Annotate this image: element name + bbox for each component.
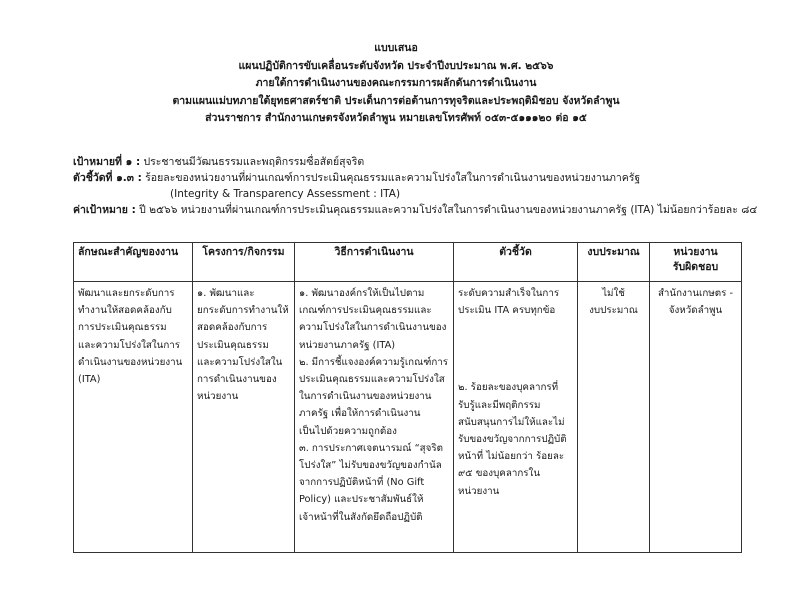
cell-responsible <box>650 282 742 553</box>
cell-text: ๑. พัฒนาและ <box>197 288 255 299</box>
committee-subtitle: ภายใต้การดำเนินงานของคณะกรรมการผลักดันการดำเนินงาน <box>255 77 537 89</box>
header-responsible-line2: รับผิดชอบ <box>672 261 719 273</box>
cell-text: ๒. ร้อยละของบุคลากรที่ <box>458 382 559 394</box>
cell-text: ไม่ใช้ <box>602 288 625 299</box>
form-title: แบบเสนอ <box>374 42 418 54</box>
header-indicator: ตัวชี้วัด <box>454 243 578 282</box>
plan-title: แผนปฏิบัติการขับเคลื่อนระดับจังหวัด ประจำปีงบประมาณ พ.ศ. ๒๕๖๖ <box>238 59 554 72</box>
cell-text: ดำเนินงานของหน่วยงาน <box>78 356 183 368</box>
indicator-label: ตัวชี้วัดที่ ๑.๓ : <box>73 172 142 184</box>
cell-text: และความโปร่งใสใน <box>197 356 283 368</box>
indicator-line <box>73 170 773 186</box>
header-key-feature: ลักษณะสำคัญของงาน <box>74 243 193 282</box>
table-header-row <box>74 243 742 282</box>
cell-text: ๑. พัฒนาองค์กรให้เป็นไปตาม <box>299 288 425 299</box>
cell-indicator <box>454 282 578 553</box>
cell-text: ภาครัฐ เพื่อให้การดำเนินงาน <box>299 408 421 420</box>
agency-contact-line: ส่วนราชการ สำนักงานเกษตรจังหวัดลำพูน หมายเลขโทรศัพท์ ๐๕๓-๕๑๑๑๒๐ ต่อ ๑๕ <box>205 112 587 124</box>
cell-text: เจ้าหน้าที่ในสังกัดยึดถือปฏิบัติ <box>299 511 423 523</box>
cell-method <box>295 282 454 553</box>
cell-text: และความโปร่งใสในการ <box>78 339 181 351</box>
cell-text: (ITA) <box>78 374 101 386</box>
cell-text: การดำเนินงานของ <box>197 374 277 386</box>
cell-text: จังหวัดลำพูน <box>668 305 723 317</box>
cell-text: เกณฑ์การประเมินคุณธรรมและ <box>299 305 432 317</box>
cell-text: ๒. มีการชี้แจงองค์ความรู้เกณฑ์การ <box>299 356 449 368</box>
cell-key-feature <box>74 282 193 553</box>
header-responsible <box>650 243 742 282</box>
goals-section <box>73 154 773 218</box>
cell-text: ประเมินคุณธรรม <box>197 339 269 351</box>
cell-text: ความโปร่งใสในการดำเนินงานของ <box>299 322 447 334</box>
action-plan-table <box>73 242 742 553</box>
cell-text: หน่วยงาน <box>197 391 239 403</box>
cell-text: รับของขวัญจากการปฏิบัติ <box>458 434 567 446</box>
cell-text: พัฒนาและยกระดับการ <box>78 288 175 299</box>
master-plan-subtitle: ตามแผนแม่บทภายใต้ยุทธศาสตร์ชาติ ประเด็นการต่อต้านการทุจริตและประพฤติมิชอบ จังหวัดลำพูน <box>172 94 620 107</box>
header-budget: งบประมาณ <box>578 243 650 282</box>
table-row <box>74 282 742 553</box>
target-label: ค่าเป้าหมาย : <box>73 204 136 216</box>
cell-text: ในการดำเนินงานของหน่วยงาน <box>299 391 432 403</box>
document-header <box>0 40 792 128</box>
cell-text: หน่วยงาน <box>458 485 500 497</box>
cell-text: ๓. การประกาศเจตนารมณ์ “สุจริต <box>299 442 444 454</box>
cell-text: สอดคล้องกับการ <box>197 322 268 334</box>
cell-text: สำนักงานเกษตร - <box>657 288 734 299</box>
cell-text: เป็นไปด้วยความถูกต้อง <box>299 425 397 437</box>
indicator-text: ร้อยละของหน่วยงานที่ผ่านเกณฑ์การประเมินคุณธรรมและความโปร่งใสในการดำเนินงานของหน่วยงานภาครัฐ <box>141 172 641 184</box>
cell-text: ๙๕ ของบุคลากรใน <box>458 468 541 480</box>
target-text: ปี ๒๕๖๖ หน่วยงานที่ผ่านเกณฑ์การประเมินคุณธรรมและความโปร่งใสในการดำเนินงานของหน่วยงานภาครัฐ (ITA) ไม่น้อยกว่าร้อยละ ๘๔ <box>135 204 758 216</box>
cell-budget <box>578 282 650 553</box>
cell-text: ประเมินคุณธรรมและความโปร่งใส <box>299 374 445 386</box>
cell-text: ระดับความสำเร็จในการ <box>458 288 560 299</box>
cell-text: รับรู้และมีพฤติกรรม <box>458 399 541 411</box>
cell-text: หน้าที่ ไม่น้อยกว่า ร้อยละ <box>458 451 565 463</box>
cell-text: Policy) และประชาสัมพันธ์ให้ <box>299 494 424 506</box>
header-project: โครงการ/กิจกรรม <box>193 243 295 282</box>
cell-text: หน่วยงานภาครัฐ (ITA) <box>299 339 396 351</box>
cell-text: จากการปฏิบัติหน้าที่ (No Gift <box>299 477 425 489</box>
cell-text: ประเมิน ITA ครบทุกข้อ <box>458 305 556 317</box>
header-responsible-line1: หน่วยงาน <box>673 246 718 258</box>
cell-text: สนับสนุนการไม่ให้และไม่ <box>458 416 565 428</box>
cell-text: งบประมาณ <box>589 305 638 317</box>
target-line <box>73 202 773 218</box>
cell-spacer <box>458 319 573 379</box>
cell-text: ทำงานให้สอดคล้องกับ <box>78 305 172 317</box>
indicator-ita-line: (Integrity & Transparency Assessment : ITA) <box>170 188 401 200</box>
cell-project <box>193 282 295 553</box>
cell-text: โปร่งใส” ไม่รับของขวัญของกำนัล <box>299 460 442 472</box>
goal-label: เป้าหมายที่ ๑ : <box>73 156 141 168</box>
cell-text: การประเมินคุณธรรม <box>78 322 167 334</box>
goal-text: ประชาชนมีวัฒนธรรมและพฤติกรรมซื่อสัตย์สุจริต <box>140 156 365 168</box>
cell-text: ยกระดับการทำงานให้ <box>197 305 289 317</box>
header-method: วิธีการดำเนินงาน <box>295 243 454 282</box>
goal-line <box>73 154 773 170</box>
